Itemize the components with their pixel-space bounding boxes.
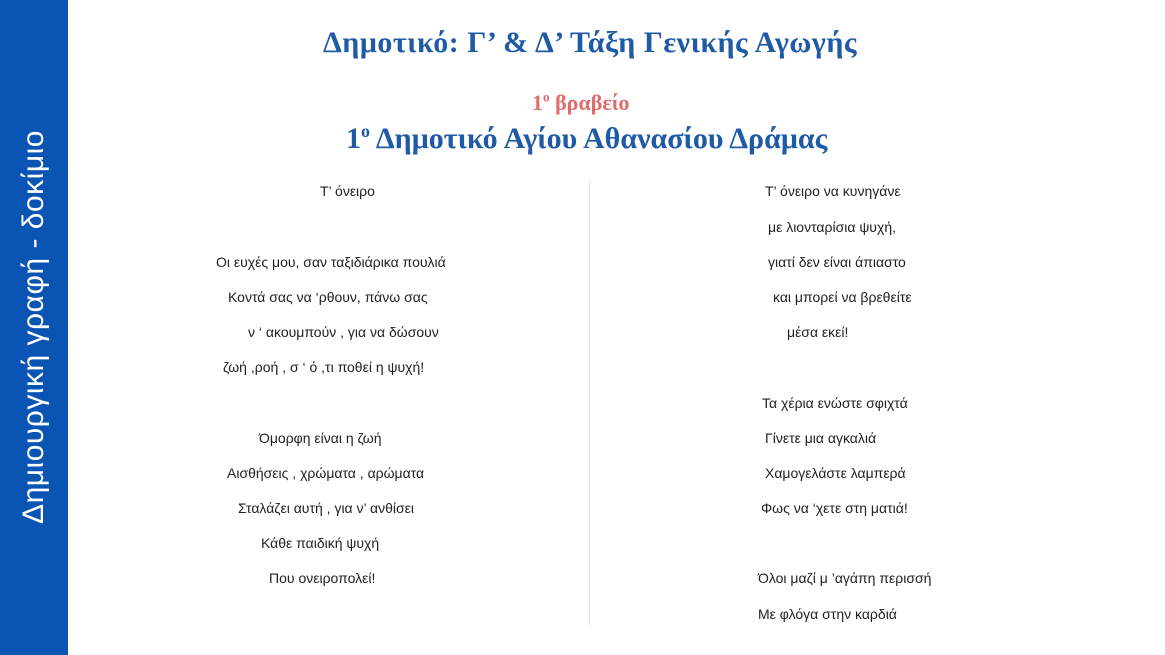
poem-line: Που ονειροπολεί! [269, 570, 376, 586]
page-title: Δημοτικό: Γ’ & Δ’ Τάξη Γενικής Αγωγής [323, 26, 858, 59]
prize-label: βραβείο [555, 90, 630, 115]
poem-line: Αισθήσεις , χρώματα , αρώματα [227, 465, 425, 481]
poem-line: Χαμογελάστε λαμπερά [765, 465, 906, 481]
poem-line: Με φλόγα στην καρδιά [758, 606, 897, 622]
poem-line: Φως να ‘χετε στη ματιά! [761, 500, 908, 516]
poem-line: Σταλάζει αυτή , για ν’ ανθίσει [238, 500, 414, 516]
prize-number: 1 [532, 90, 543, 115]
column-divider [589, 180, 590, 626]
poem-line: Κάθε παιδική ψυχή [261, 535, 380, 551]
poem-line: Γίνετε μια αγκαλιά [765, 430, 877, 446]
poem-line: Τα χέρια ενώστε σφιχτά [762, 395, 908, 411]
poem-line: μέσα εκεί! [787, 324, 849, 340]
poem-line: Οι ευχές μου, σαν ταξιδιάρικα πουλιά [216, 254, 446, 270]
school-number: 1 [346, 122, 361, 155]
poem-line: Τ’ όνειρο [320, 183, 375, 199]
poem-line: με λιονταρίσια ψυχή, [768, 219, 896, 235]
school-heading [346, 122, 827, 156]
sidebar-label: Δημιουργική γραφή - δοκίμιο [17, 130, 50, 524]
poem-line: Τ’ όνειρο να κυνηγάνε [765, 183, 901, 199]
school-ordinal: ο [361, 121, 370, 141]
school-name: Δημοτικό Αγίου Αθανασίου Δράμας [375, 122, 828, 155]
poem-line: γιατί δεν είναι άπιαστο [768, 254, 906, 270]
poem-line: ν ‘ ακουμπούν , για να δώσουν [248, 324, 439, 340]
poem-line: και μπορεί να βρεθείτε [773, 289, 912, 305]
prize-heading [532, 90, 630, 116]
poem-line: Όμορφη είναι η ζωή [259, 430, 382, 446]
poem-line: Κοντά σας να ‘ρθουν, πάνω σας [228, 289, 428, 305]
poem-line: ζωή ,ροή , σ ‘ ό ,τι ποθεί η ψυχή! [223, 359, 425, 375]
poem-line: Όλοι μαζί μ ’αγάπη περισσή [758, 570, 932, 586]
sidebar-band [0, 0, 68, 655]
prize-ordinal: ο [543, 89, 550, 105]
